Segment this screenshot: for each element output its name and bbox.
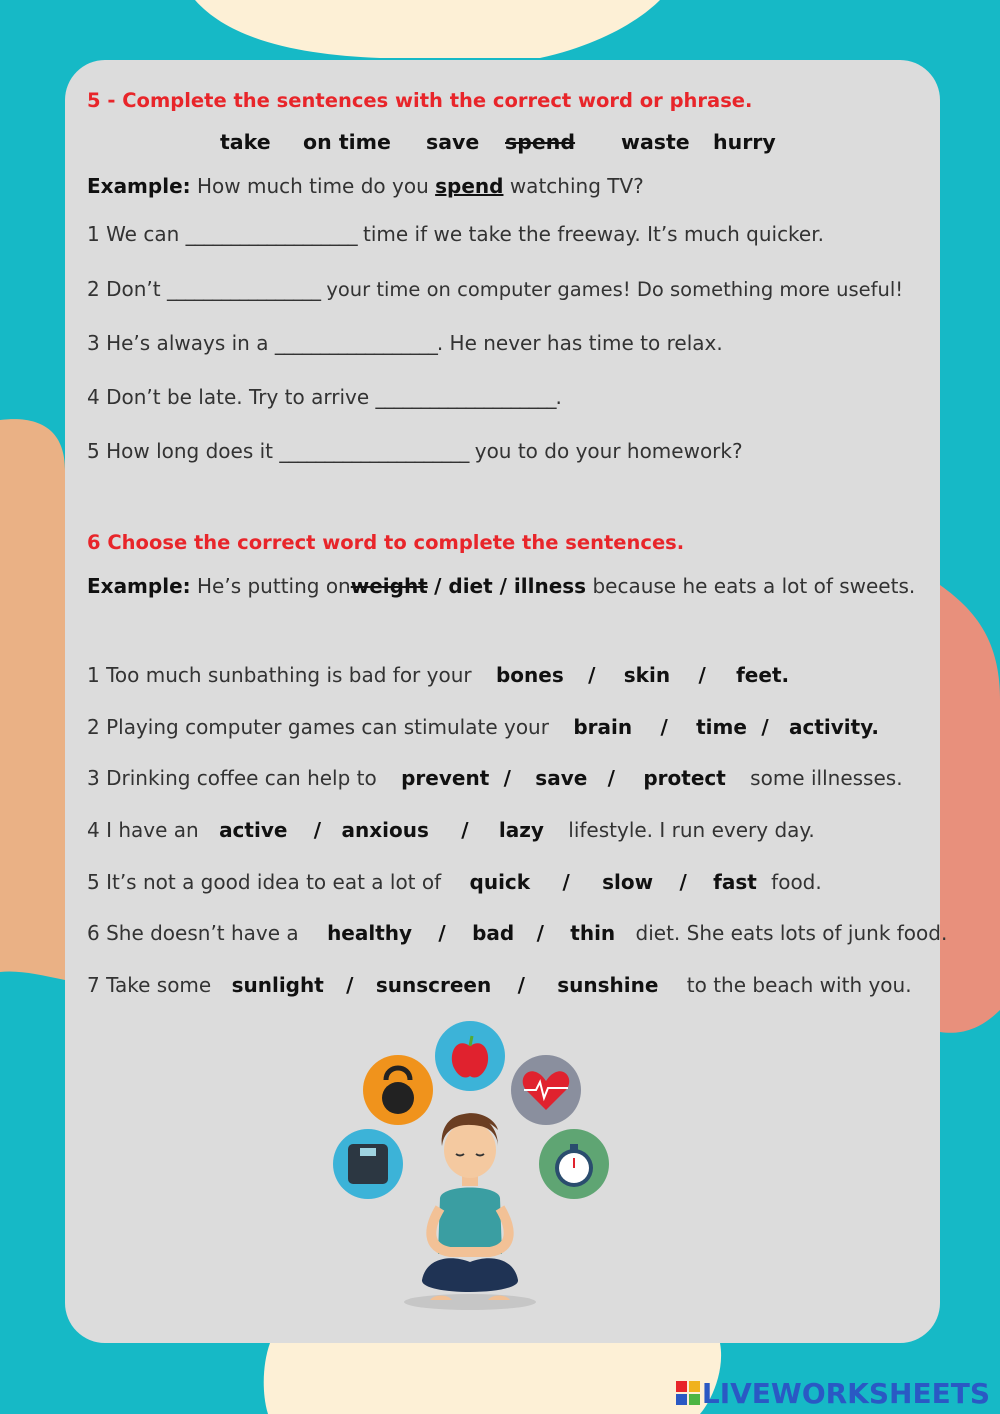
sentence-start: 1 Too much sunbathing is bad for your: [87, 663, 472, 687]
option[interactable]: sunlight: [231, 973, 324, 997]
sentence-start: 3 Drinking coffee can help to: [87, 766, 377, 790]
sentence-start: 2 Playing computer games can stimulate your: [87, 715, 549, 739]
sentence-6-6: [87, 923, 947, 943]
separator: /: [660, 715, 668, 739]
option[interactable]: feet.: [736, 663, 790, 687]
sentence-end: to the beach with you.: [686, 973, 912, 997]
separator: /: [698, 663, 706, 687]
option[interactable]: sunscreen: [375, 973, 492, 997]
sentence-end: food.: [771, 870, 822, 894]
example-text: because he eats a lot of sweets.: [592, 574, 916, 598]
sentence-6-4: [87, 820, 815, 840]
word-bank-item: hurry: [713, 130, 776, 154]
option[interactable]: fast: [713, 870, 757, 894]
separator: /: [536, 921, 544, 945]
exercise-6-title: 6 Choose the correct word to complete the sentences.: [87, 531, 685, 554]
sentence-5-3: [87, 333, 723, 353]
separator: /: [607, 766, 615, 790]
option[interactable]: save: [535, 766, 588, 790]
sentence-end: time if we take the freeway. It’s much quicker.: [363, 222, 824, 246]
example-struck-option: weight: [350, 574, 428, 598]
sentence-end: you to do your homework?: [474, 439, 743, 463]
option[interactable]: quick: [469, 870, 531, 894]
separator: /: [313, 818, 322, 842]
sentence-end: your time on computer games! Do something more useful!: [326, 278, 904, 301]
separator: /: [517, 973, 525, 997]
scale-icon: [333, 1129, 403, 1199]
sentence-start: 3 He’s always in a: [87, 331, 269, 355]
separator: /: [761, 715, 769, 739]
exercise-5-title: 5 - Complete the sentences with the correct word or phrase.: [87, 89, 753, 112]
separator: /: [438, 921, 446, 945]
sentence-start: 1 We can: [87, 222, 180, 246]
sentence-start: 5 It’s not a good idea to eat a lot of: [87, 870, 442, 894]
separator: /: [503, 766, 511, 790]
sentence-5-5: [87, 441, 743, 461]
example-text: He’s putting on: [197, 574, 351, 598]
option[interactable]: lazy: [498, 818, 544, 842]
example-text: watching TV?: [509, 174, 644, 198]
logo-text: LIVEWORKSHEETS: [701, 1376, 990, 1410]
option[interactable]: slow: [602, 870, 654, 894]
separator: /: [562, 870, 570, 894]
exercise-6-example: [87, 576, 915, 596]
word-bank-item: take: [220, 130, 271, 154]
sentence-start: 4 I have an: [87, 818, 199, 842]
sentence-start: 6 She doesn’t have a: [87, 921, 299, 945]
answer-blank[interactable]: __________________: [274, 331, 437, 355]
liveworksheets-logo[interactable]: [676, 1378, 990, 1408]
option[interactable]: active: [219, 818, 288, 842]
option[interactable]: healthy: [327, 921, 413, 945]
word-bank-item: waste: [621, 130, 690, 154]
option[interactable]: bad: [472, 921, 515, 945]
answer-blank[interactable]: ____________________: [375, 385, 556, 409]
word-bank-item: on time: [303, 130, 391, 154]
example-options: / diet / illness: [434, 574, 587, 598]
separator: /: [461, 818, 469, 842]
sentence-start: 7 Take some: [87, 973, 212, 997]
separator: /: [679, 870, 687, 894]
example-label: Example:: [87, 174, 191, 198]
sentence-start: 5 How long does it: [87, 439, 274, 463]
apple-icon: [435, 1021, 505, 1091]
sentence-end: lifestyle. I run every day.: [568, 818, 815, 842]
option[interactable]: bones: [495, 663, 564, 687]
option[interactable]: prevent: [401, 766, 490, 790]
meditating-person-illustration: [404, 1113, 536, 1310]
word-bank-item: save: [426, 130, 480, 154]
sentence-6-3: [87, 768, 903, 788]
sentence-5-4: [87, 387, 562, 407]
answer-blank[interactable]: ___________________: [185, 222, 357, 246]
option[interactable]: brain: [573, 715, 633, 739]
option[interactable]: activity.: [788, 715, 880, 739]
wellness-illustration: [330, 1018, 620, 1318]
example-text: How much time do you: [197, 174, 429, 198]
sentence-end: some illnesses.: [750, 766, 903, 790]
sentence-6-1: [87, 665, 789, 685]
option[interactable]: thin: [570, 921, 616, 945]
example-label: Example:: [87, 574, 191, 598]
sentence-end: diet. She eats lots of junk food.: [635, 921, 948, 945]
sentence-6-7: [87, 975, 912, 995]
sentence-start: 4 Don’t be late. Try to arrive: [87, 385, 370, 409]
sentence-5-1: [87, 224, 824, 244]
separator: /: [346, 973, 354, 997]
answer-blank[interactable]: _________________: [166, 277, 320, 301]
option[interactable]: sunshine: [557, 973, 659, 997]
example-answer: spend: [435, 174, 504, 198]
logo-badge-icon: [676, 1381, 700, 1405]
sentence-6-2: [87, 717, 879, 737]
option[interactable]: protect: [643, 766, 726, 790]
heartbeat-icon: [511, 1055, 581, 1125]
option[interactable]: skin: [623, 663, 671, 687]
answer-blank[interactable]: _____________________: [279, 439, 469, 463]
sentence-end: .: [555, 385, 562, 409]
word-bank-item-used: spend: [505, 130, 576, 154]
kettlebell-icon: [363, 1055, 433, 1125]
sentence-end: . He never has time to relax.: [436, 331, 723, 355]
option[interactable]: time: [696, 715, 747, 739]
exercise-5-example: [87, 176, 644, 196]
sentence-5-2: [87, 279, 903, 300]
separator: /: [588, 663, 596, 687]
sentence-6-5: [87, 872, 822, 892]
stopwatch-icon: [539, 1129, 609, 1199]
option[interactable]: anxious: [341, 818, 429, 842]
sentence-start: 2 Don’t: [87, 277, 161, 301]
